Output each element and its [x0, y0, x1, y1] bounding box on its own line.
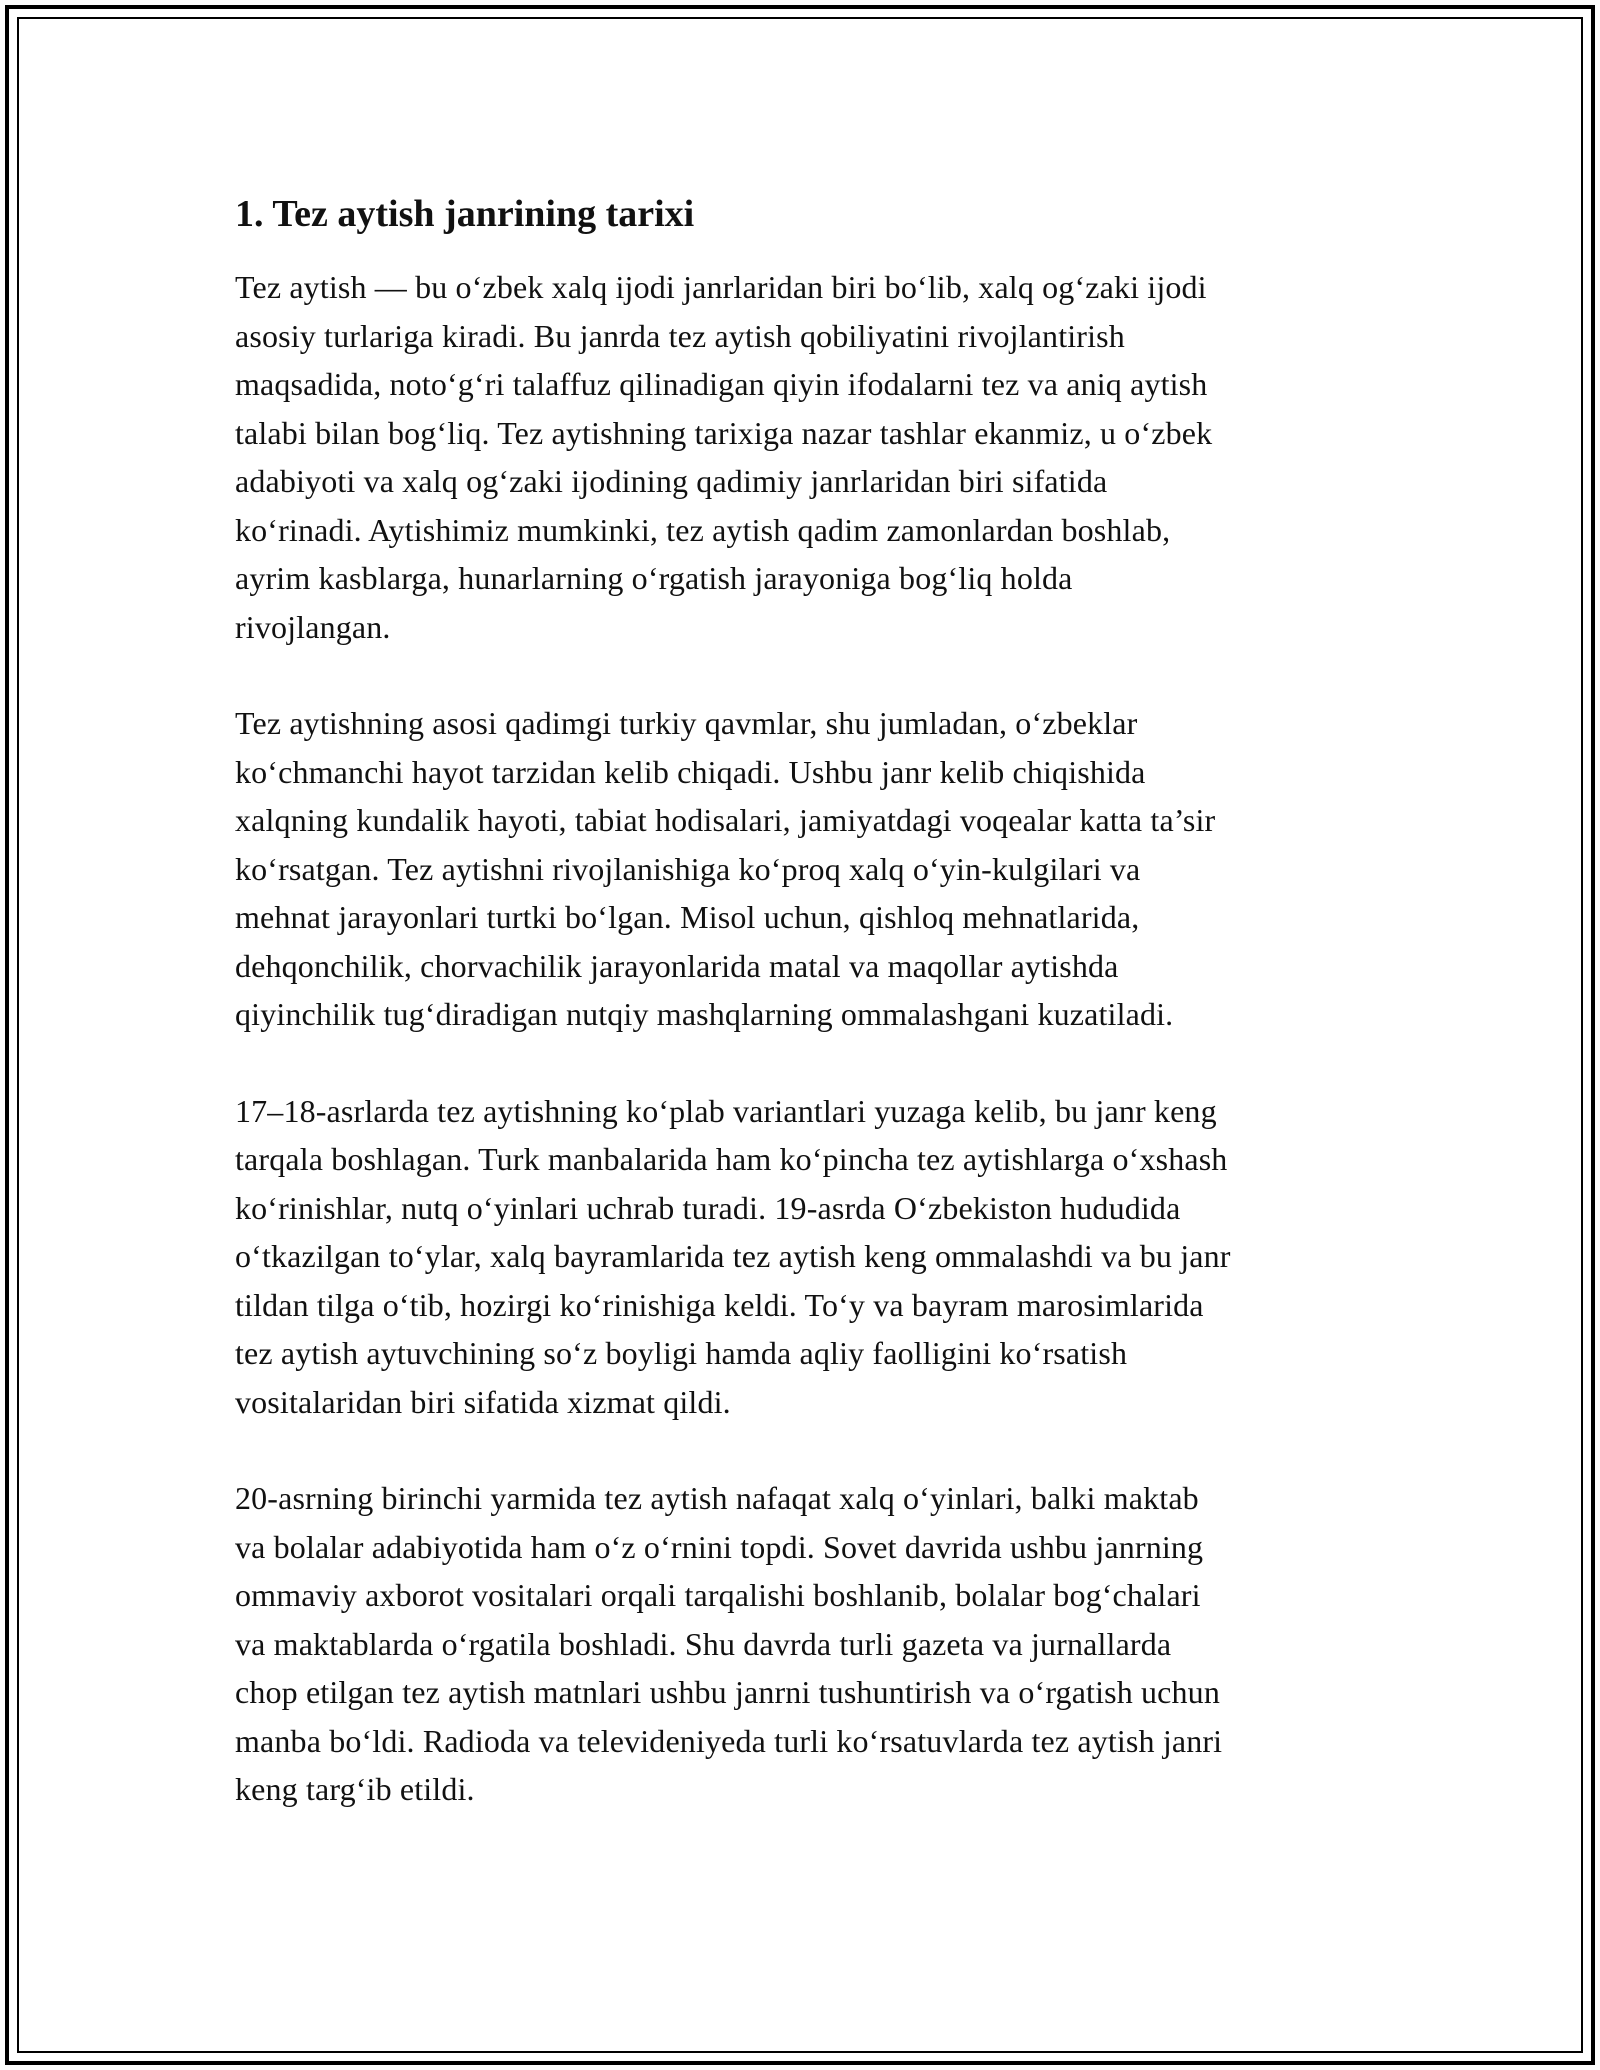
paragraph-4-line-5: chop etilgan tez aytish matnlari ushbu janrni tushuntirish va o‘rgatish uchun — [235, 1674, 1220, 1710]
paragraph-2-line-2: ko‘chmanchi hayot tarzidan kelib chiqadi. Ushbu janr kelib chiqishida — [235, 753, 1146, 790]
section-title: 1. Tez aytish janrining tarixi — [235, 193, 695, 235]
paragraph-3-line-4: o‘tkazilgan to‘ylar, xalq bayramlarida tez aytish keng ommalashdi va bu janr — [235, 1238, 1231, 1274]
paragraph-2-line-5: mehnat jarayonlari turtki bo‘lgan. Misol uchun, qishloq mehnatlarida, — [235, 899, 1140, 935]
paragraph-1-line-1: Tez aytish — bu o‘zbek xalq ijodi janrlaridan biri bo‘lib, xalq og‘zaki ijodi — [235, 269, 1207, 305]
paragraph-2-line-6: dehqonchilik, chorvachilik jarayonlarida matal va maqollar aytishda — [235, 947, 1119, 984]
document-page — [235, 190, 1375, 1862]
paragraph-2-line-3: xalqning kundalik hayoti, tabiat hodisalari, jamiyatdagi voqealar katta ta’sir — [235, 802, 1216, 838]
paragraph-3-line-5: tildan tilga o‘tib, hozirgi ko‘rinishiga keldi. To‘y va bayram marosimlarida — [235, 1286, 1204, 1323]
paragraph-3-line-2: tarqala boshlagan. Turk manbalarida ham ko‘pincha tez aytishlarga o‘xshash — [235, 1141, 1228, 1177]
paragraph-2-line-7: qiyinchilik tug‘diradigan nutqiy mashqlarning ommalashgani kuzatiladi. — [235, 996, 1174, 1032]
paragraph-3-line-1: 17–18-asrlarda tez aytishning ko‘plab variantlari yuzaga kelib, bu janr keng — [235, 1092, 1217, 1129]
paragraph-4-line-2: va bolalar adabiyotida ham o‘z o‘rnini topdi. Sovet davrida ushbu janrning — [235, 1528, 1204, 1565]
paragraph-4-line-1: 20-asrning birinchi yarmida tez aytish nafaqat xalq o‘yinlari, balki maktab — [235, 1480, 1199, 1516]
paragraph-2-line-4: ko‘rsatgan. Tez aytishni rivojlanishiga ko‘proq xalq o‘yin-kulgilari va — [235, 850, 1141, 887]
paragraph-1-line-3: maqsadida, noto‘g‘ri talaffuz qilinadigan qiyin ifodalarni tez va aniq aytish — [235, 366, 1208, 402]
paragraph-3-line-6: tez aytish aytuvchining so‘z boyligi hamda aqliy faolligini ko‘rsatish — [235, 1335, 1128, 1371]
paragraph-4-line-7: keng targ‘ib etildi. — [235, 1771, 475, 1807]
paragraph-4-line-3: ommaviy axborot vositalari orqali tarqalishi boshlanib, bolalar bog‘chalari — [235, 1577, 1201, 1613]
paragraph-3-line-3: ko‘rinishlar, nutq o‘yinlari uchrab turadi. 19-asrda O‘zbekiston hududida — [235, 1189, 1181, 1226]
paragraph-3-line-7: vositalaridan biri sifatida xizmat qildi. — [235, 1383, 731, 1420]
paragraph-1-line-2: asosiy turlariga kiradi. Bu janrda tez aytish qobiliyatini rivojlantirish — [235, 317, 1125, 354]
paragraph-3 — [235, 1087, 1375, 1427]
paragraph-1-line-6: ko‘rinadi. Aytishimiz mumkinki, tez aytish qadim zamonlardan boshlab, — [235, 511, 1171, 548]
paragraph-2-line-1: Tez aytishning asosi qadimgi turkiy qavmlar, shu jumladan, o‘zbeklar — [235, 705, 1138, 741]
paragraph-4 — [235, 1474, 1375, 1814]
paragraph-4-line-4: va maktablarda o‘rgatila boshladi. Shu davrda turli gazeta va jurnallarda — [235, 1625, 1172, 1662]
paragraph-2 — [235, 699, 1375, 1039]
paragraph-1-line-5: adabiyoti va xalq og‘zaki ijodining qadimiy janrlaridan biri sifatida — [235, 463, 1108, 499]
paragraph-4-line-6: manba bo‘ldi. Radioda va televideniyeda turli ko‘rsatuvlarda tez aytish janri — [235, 1722, 1223, 1759]
paragraph-1 — [235, 263, 1375, 651]
paragraph-1-line-8: rivojlangan. — [235, 608, 391, 645]
paragraph-1-line-7: ayrim kasblarga, hunarlarning o‘rgatish jarayoniga bog‘liq holda — [235, 560, 1073, 596]
paragraph-1-line-4: talabi bilan bog‘liq. Tez aytishning tarixiga nazar tashlar ekanmiz, u o‘zbek — [235, 414, 1213, 451]
